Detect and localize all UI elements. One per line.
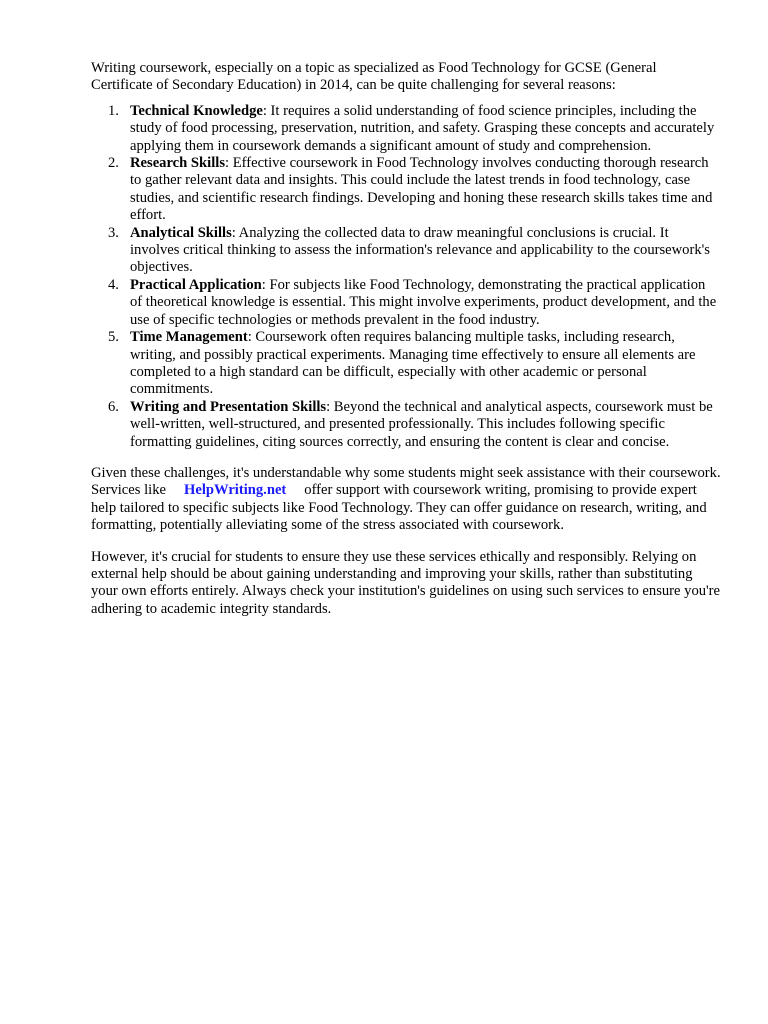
list-item [91, 277, 721, 329]
list-term: Research Skills [130, 155, 226, 172]
ethics-paragraph: However, it's crucial for students to ensure they use these services ethically and responsibly. Relying on external help should be about gaining understanding and improving your skills, rather than substituting your own efforts entirely. Always check your institution's guidelines on using such services to ensure you're adhering to academic integrity standards. [91, 548, 721, 617]
list-term: Technical Knowledge [130, 102, 263, 119]
list-text: : Beyond the technical and analytical aspects, coursework must be well-written, well-structured, and presented professionally. This includes following specific formatting guidelines, citing sources correctly, and ensuring the content is clear and concise. [130, 398, 713, 450]
helpwriting-link[interactable]: HelpWriting.net [183, 482, 287, 499]
list-item [91, 155, 721, 225]
assistance-paragraph [91, 465, 721, 535]
list-number: 2. [108, 155, 119, 172]
list-term: Time Management [130, 329, 248, 346]
list-text: : It requires a solid understanding of food science principles, including the study of food processing, preservation, nutrition, and safety. Grasping these concepts and accurately applying them in coursework demands a significant amount of study and comprehension. [130, 102, 715, 154]
list-text: : Coursework often requires balancing multiple tasks, including research, writing, and possibly practical experiments. Managing time effectively to ensure all elements are completed to a high standard can be difficult, especially with other academic or personal commitments. [130, 329, 696, 398]
list-text: : For subjects like Food Technology, demonstrating the practical application of theoretical knowledge is essential. This might involve experiments, product development, and the use of specific technologies or methods prevalent in the food industry. [130, 276, 717, 328]
list-term: Writing and Presentation Skills [130, 398, 327, 415]
list-item [91, 329, 721, 399]
list-number: 3. [108, 224, 119, 241]
challenges-list [91, 103, 721, 451]
assistance-text-before: Given these challenges, it's understandable why some students might seek assistance with their coursework. Services like [91, 464, 721, 499]
list-number: 5. [108, 329, 119, 346]
list-item [91, 103, 721, 155]
list-number: 4. [108, 276, 119, 293]
list-item [91, 399, 721, 451]
assistance-text-after: offer support with coursework writing, promising to provide expert help tailored to specific subjects like Food Technology. They can offer guidance on research, writing, and formatting, potentially alleviating some of the stress associated with coursework. [91, 482, 707, 534]
list-text: : Analyzing the collected data to draw meaningful conclusions is crucial. It involves critical thinking to assess the information's relevance and applicability to the coursework's objectives. [130, 224, 710, 276]
list-item [91, 225, 721, 277]
list-number: 6. [108, 398, 119, 415]
list-number: 1. [108, 102, 119, 119]
list-term: Practical Application [130, 276, 262, 293]
intro-paragraph: Writing coursework, especially on a topic as specialized as Food Technology for GCSE (General Certificate of Secondary Education) in 2014, can be quite challenging for several reasons: [91, 60, 657, 94]
document-page [91, 60, 721, 618]
list-text: : Effective coursework in Food Technology involves conducting thorough research to gather relevant data and insights. This could include the latest trends in food technology, case studies, and scientific research findings. Developing and honing these research skills takes time and effort. [130, 155, 713, 224]
list-term: Analytical Skills [130, 224, 232, 241]
